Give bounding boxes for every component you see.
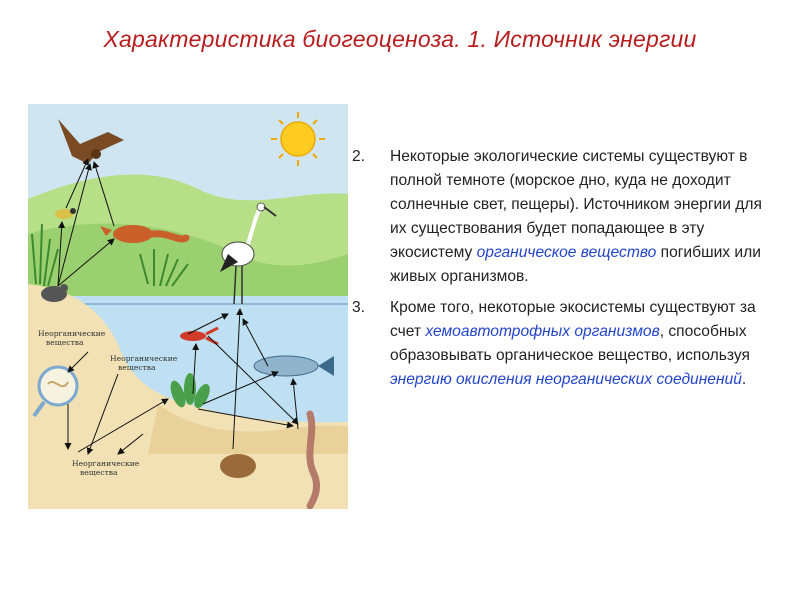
label-substances-3: вещества [80, 468, 118, 477]
slide-title: Характеристика биогеоценоза. 1. Источник энергии [103, 26, 697, 52]
text-block [352, 145, 772, 399]
highlight-term: органическое вещество [476, 244, 657, 261]
label-substances-1: вещества [46, 338, 84, 347]
highlight-term: хемоавтотрофных организмов [425, 323, 660, 340]
label-inorganic-2: Неорганические [110, 354, 178, 363]
text-segment: Кроме того, некоторые экосистемы существуют за счет [390, 299, 756, 340]
text-segment: Некоторые экологические системы существуют в полной темноте (морское дно, куда не доходит солнечные свет, пещеры). Источником энергии для их существования будет попадающее в эту экосистему [390, 148, 762, 261]
ecosystem-diagram [28, 104, 348, 509]
text-segment: . [741, 371, 747, 388]
label-inorganic-1: Неорганические [38, 329, 106, 338]
list-item [352, 296, 772, 392]
text-segment: погибших или живых организмов. [390, 244, 761, 285]
item-text [390, 299, 756, 388]
item-number: 3. [352, 299, 366, 316]
item-text [390, 148, 762, 285]
highlight-term: энергию окисления неорганических соединений [390, 371, 742, 388]
label-substances-2: вещества [118, 363, 156, 372]
item-number: 2. [352, 148, 366, 165]
clam-icon [220, 454, 256, 478]
text-segment: , способных образовывать органическое вещество, используя [390, 323, 750, 364]
label-inorganic-3: Неорганические [72, 459, 140, 468]
list-item [352, 145, 772, 289]
